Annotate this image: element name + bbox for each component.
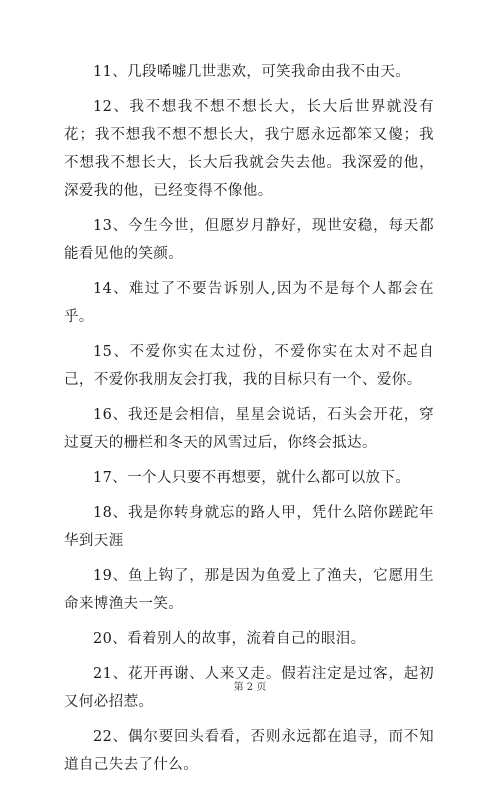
quote-item-21: 21、花开再谢、人来又走。假若注定是过客，起初又何必招惹。 [64,666,434,710]
quote-item-18: 18、我是你转身就忘的路人甲，凭什么陪你蹉跎年华到天涯 [64,505,434,549]
quote-item-14: 14、难过了不要告诉别人,因为不是每个人都会在乎。 [64,281,434,325]
quote-list [64,58,434,786]
quote-item-15: 15、不爱你实在太过份，不爱你实在太对不起自己，不爱你我朋友会打我，我的目标只有一个、爱你。 [64,344,434,388]
quote-item-20: 20、看着别人的故事，流着自己的眼泪。 [93,631,366,647]
quote-item-12: 12、我不想我不想不想长大，长大后世界就没有花；我不想我不想不想长大，我宁愿永远都笨又傻；我不想我不想长大，长大后我就会失去他。我深爱的他，深爱我的他，已经变得不像他。 [64,99,434,199]
quote-item-22: 22、偶尔要回头看看，否则永远都在追寻，而不知道自己失去了什么。 [64,729,434,773]
quote-item-11: 11、几段唏嘘几世悲欢，可笑我命由我不由天。 [93,64,411,80]
quote-item-13: 13、今生今世，但愿岁月静好，现世安稳，每天都能看见他的笑颜。 [64,218,434,262]
quote-item-17: 17、一个人只要不再想要，就什么都可以放下。 [93,470,411,486]
quote-item-19: 19、鱼上钩了，那是因为鱼爱上了渔夫，它愿用生命来博渔夫一笑。 [64,568,434,612]
page-number: 第 2 页 [233,682,267,693]
quote-item-16: 16、我还是会相信，星星会说话，石头会开花，穿过夏天的栅栏和冬天的风雪过后，你终会抵达。 [64,407,434,451]
